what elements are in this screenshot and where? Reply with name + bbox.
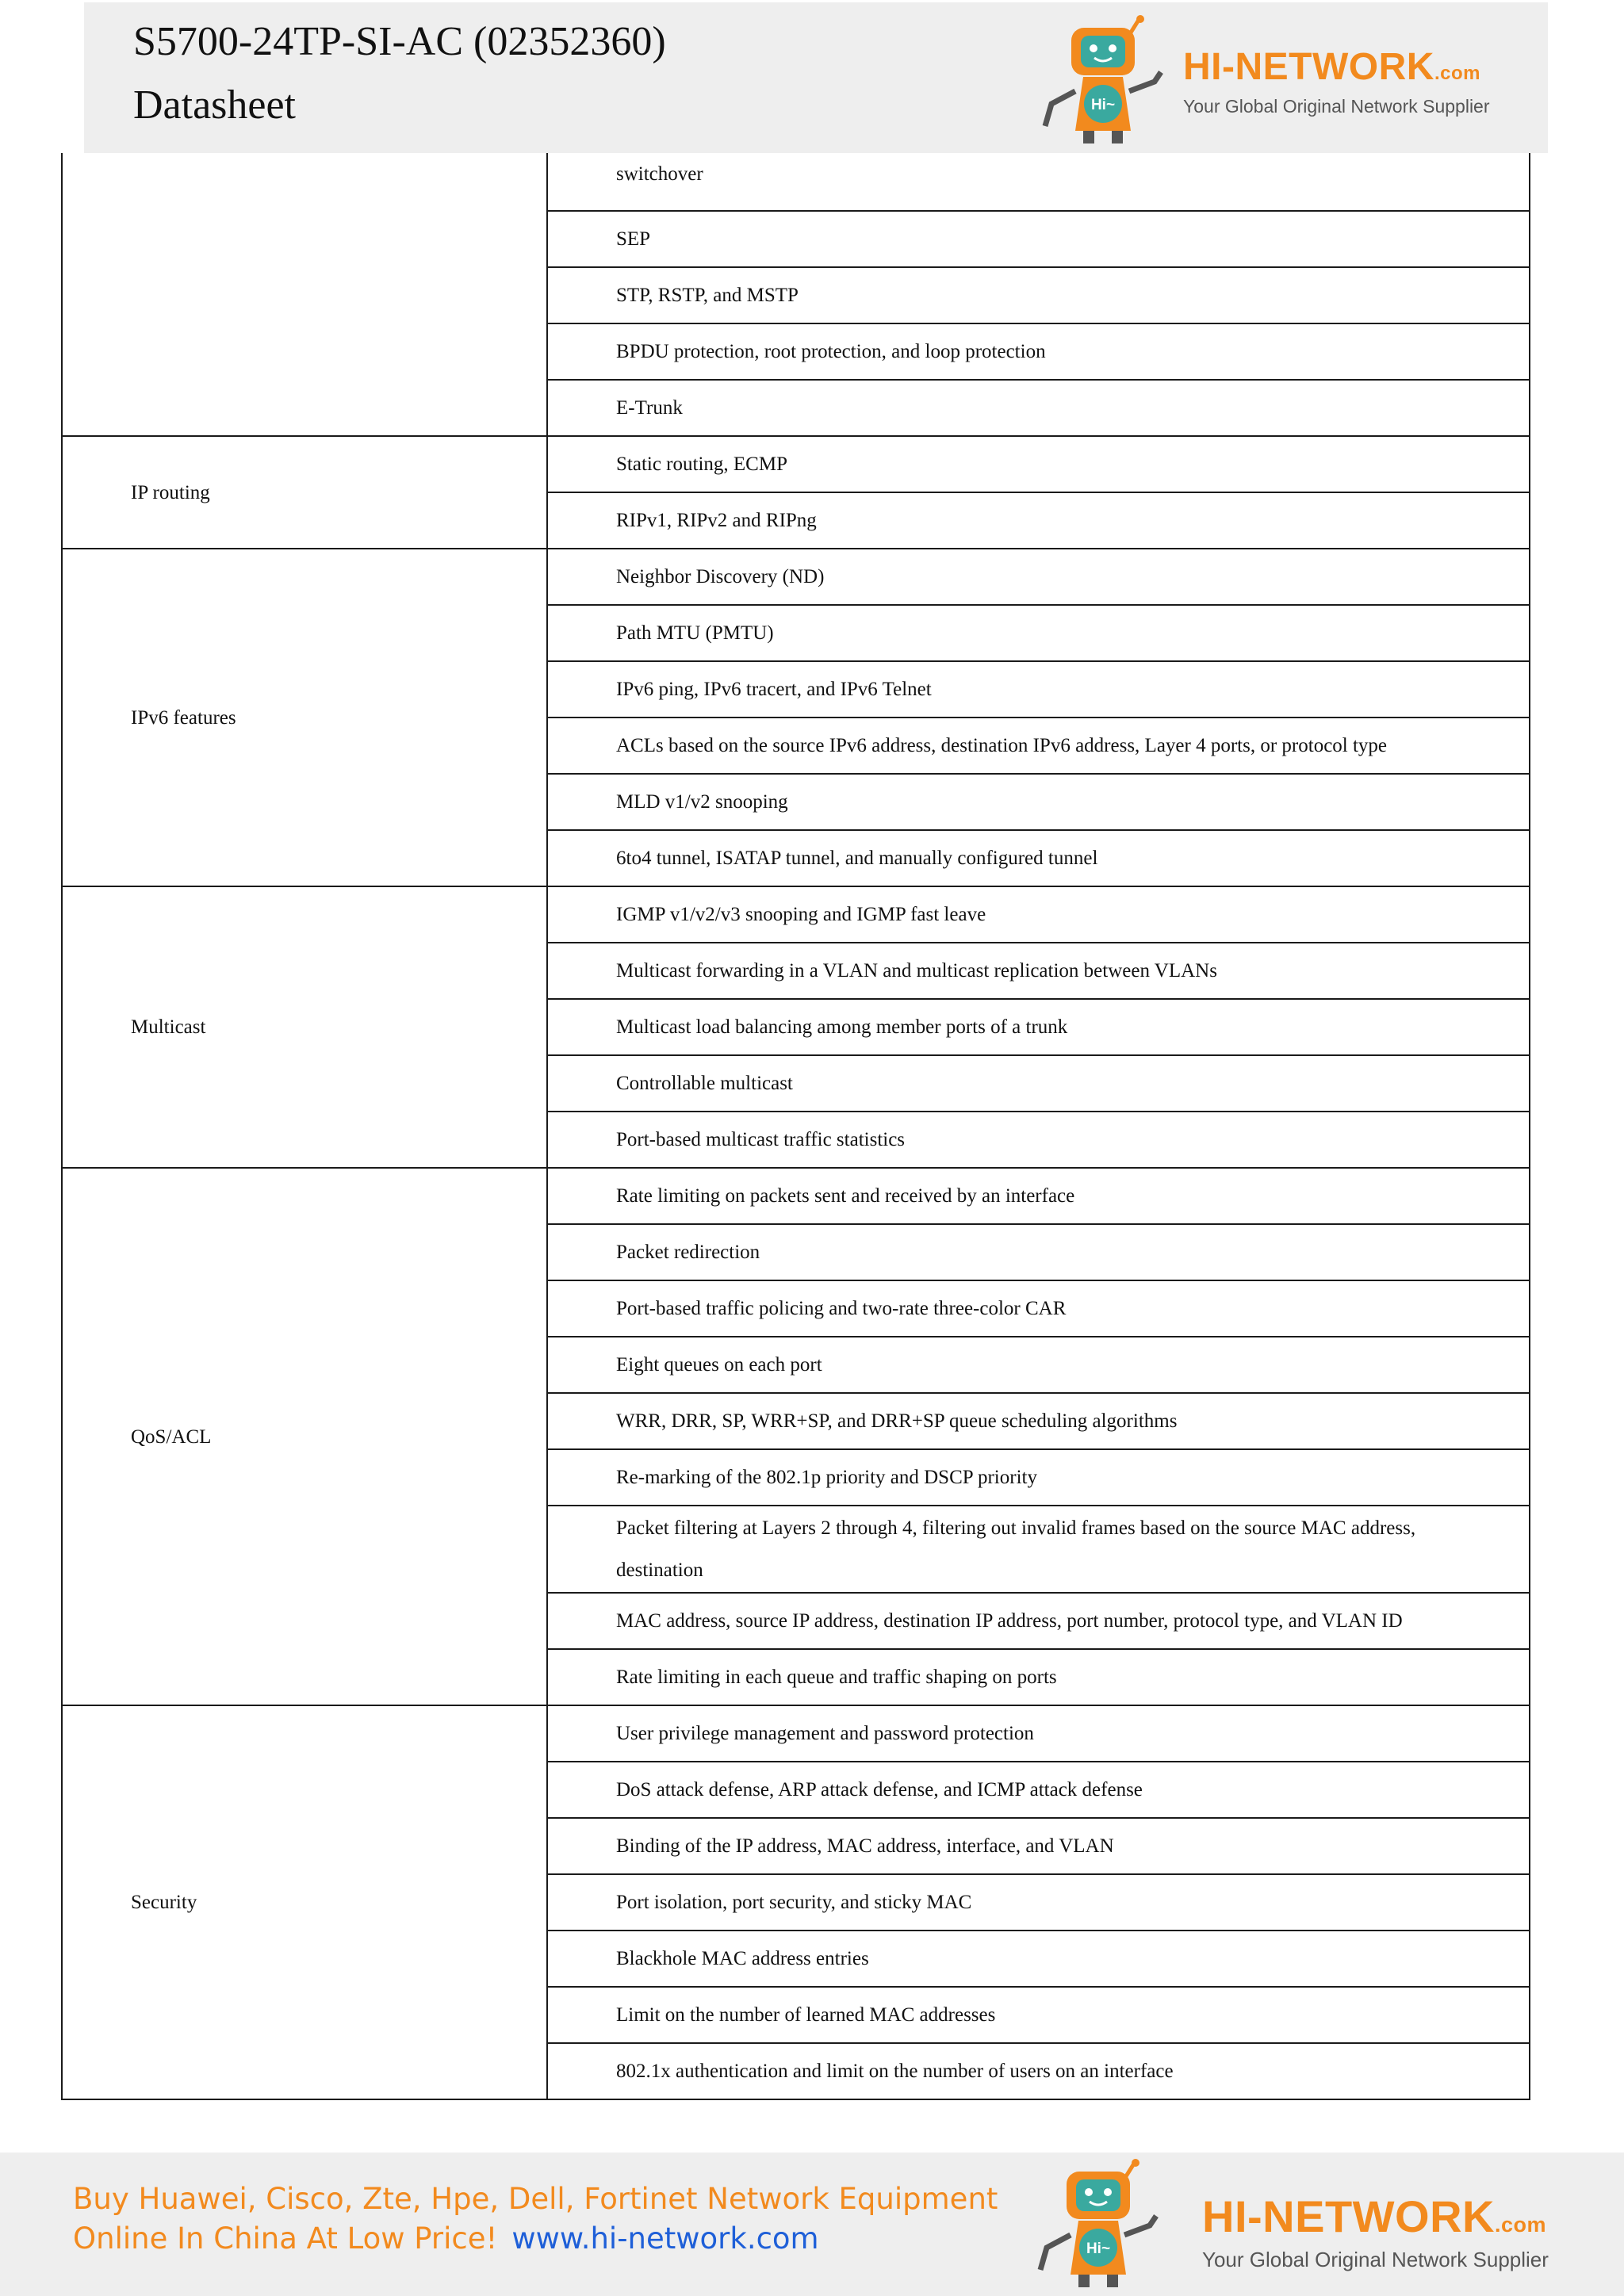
- feature-cell: Multicast load balancing among member ports of a trunk: [547, 999, 1530, 1055]
- feature-cell: Packet redirection: [547, 1224, 1530, 1280]
- feature-cell: User privilege management and password protection: [547, 1705, 1530, 1762]
- category-cell: [62, 153, 547, 436]
- table-row: [62, 1168, 1530, 1224]
- promo-text: Online In China At Low Price!: [73, 2221, 498, 2256]
- footer-hi-network-logo: [1023, 2159, 1594, 2294]
- logo-badge-text: Hi~: [1090, 97, 1116, 113]
- feature-cell: RIPv1, RIPv2 and RIPng: [547, 492, 1530, 549]
- document-type: Datasheet: [133, 82, 297, 128]
- feature-cell: E-Trunk: [547, 380, 1530, 436]
- feature-cell: Packet filtering at Layers 2 through 4, filtering out invalid frames based on the source MAC address, destination: [547, 1506, 1530, 1593]
- table-row: [62, 1705, 1530, 1762]
- brand-name: [1202, 2191, 1546, 2242]
- feature-cell: Path MTU (PMTU): [547, 605, 1530, 661]
- feature-cell: MAC address, source IP address, destination IP address, port number, protocol type, and VLAN ID: [547, 1593, 1530, 1649]
- table-row: [62, 436, 1530, 492]
- category-cell: IP routing: [62, 436, 547, 549]
- feature-cell: Re-marking of the 802.1p priority and DSCP priority: [547, 1449, 1530, 1506]
- feature-cell: WRR, DRR, SP, WRR+SP, and DRR+SP queue scheduling algorithms: [547, 1393, 1530, 1449]
- feature-cell: Limit on the number of learned MAC addresses: [547, 1987, 1530, 2043]
- feature-cell: SEP: [547, 211, 1530, 267]
- feature-cell: Binding of the IP address, MAC address, interface, and VLAN: [547, 1818, 1530, 1874]
- feature-cell: IPv6 ping, IPv6 tracert, and IPv6 Telnet: [547, 661, 1530, 718]
- table-row: [62, 549, 1530, 605]
- feature-cell: Rate limiting on packets sent and received by an interface: [547, 1168, 1530, 1224]
- promo-line-2: [73, 2219, 819, 2259]
- feature-cell: 6to4 tunnel, ISATAP tunnel, and manually configured tunnel: [547, 830, 1530, 886]
- robot-mascot-icon: [1023, 2159, 1182, 2294]
- feature-cell: Controllable multicast: [547, 1055, 1530, 1112]
- feature-cell: Static routing, ECMP: [547, 436, 1530, 492]
- category-cell: Security: [62, 1705, 547, 2099]
- hi-network-logo: [1028, 15, 1583, 142]
- page-footer: [0, 2152, 1624, 2296]
- feature-cell: DoS attack defense, ARP attack defense, and ICMP attack defense: [547, 1762, 1530, 1818]
- category-cell: IPv6 features: [62, 549, 547, 886]
- page-header: [84, 2, 1548, 153]
- robot-mascot-icon: [1028, 15, 1186, 150]
- feature-cell: STP, RSTP, and MSTP: [547, 267, 1530, 323]
- specification-table: [61, 153, 1530, 2100]
- product-title: S5700-24TP-SI-AC (02352360): [133, 19, 666, 64]
- feature-cell: ACLs based on the source IPv6 address, destination IPv6 address, Layer 4 ports, or protocol type: [547, 718, 1530, 774]
- feature-cell: switchover: [547, 153, 1530, 211]
- feature-cell: Multicast forwarding in a VLAN and multicast replication between VLANs: [547, 943, 1530, 999]
- brand-suffix: .com: [1434, 63, 1480, 84]
- feature-cell: IGMP v1/v2/v3 snooping and IGMP fast leave: [547, 886, 1530, 943]
- feature-cell: Eight queues on each port: [547, 1337, 1530, 1393]
- table-row: [62, 153, 1530, 211]
- logo-badge-text: Hi~: [1086, 2241, 1111, 2257]
- feature-cell: Neighbor Discovery (ND): [547, 549, 1530, 605]
- brand-tagline: Your Global Original Network Supplier: [1183, 96, 1490, 117]
- table-row: [62, 886, 1530, 943]
- feature-cell: Port isolation, port security, and sticky MAC: [547, 1874, 1530, 1931]
- website-link[interactable]: www.hi-network.com: [511, 2221, 819, 2256]
- category-cell: QoS/ACL: [62, 1168, 547, 1705]
- feature-cell: 802.1x authentication and limit on the number of users on an interface: [547, 2043, 1530, 2099]
- brand-tagline: Your Global Original Network Supplier: [1202, 2248, 1549, 2271]
- brand-name: [1183, 45, 1480, 89]
- brand-wordmark: HI-NETWORK: [1183, 46, 1434, 88]
- feature-cell: Port-based traffic policing and two-rate three-color CAR: [547, 1280, 1530, 1337]
- brand-suffix: .com: [1494, 2213, 1546, 2237]
- feature-cell: Port-based multicast traffic statistics: [547, 1112, 1530, 1168]
- feature-cell: Rate limiting in each queue and traffic shaping on ports: [547, 1649, 1530, 1705]
- brand-wordmark: HI-NETWORK: [1202, 2191, 1495, 2241]
- promo-line-1: Buy Huawei, Cisco, Zte, Hpe, Dell, Fortinet Network Equipment: [73, 2182, 998, 2216]
- category-cell: Multicast: [62, 886, 547, 1168]
- feature-cell: MLD v1/v2 snooping: [547, 774, 1530, 830]
- feature-cell: Blackhole MAC address entries: [547, 1931, 1530, 1987]
- feature-cell: BPDU protection, root protection, and loop protection: [547, 323, 1530, 380]
